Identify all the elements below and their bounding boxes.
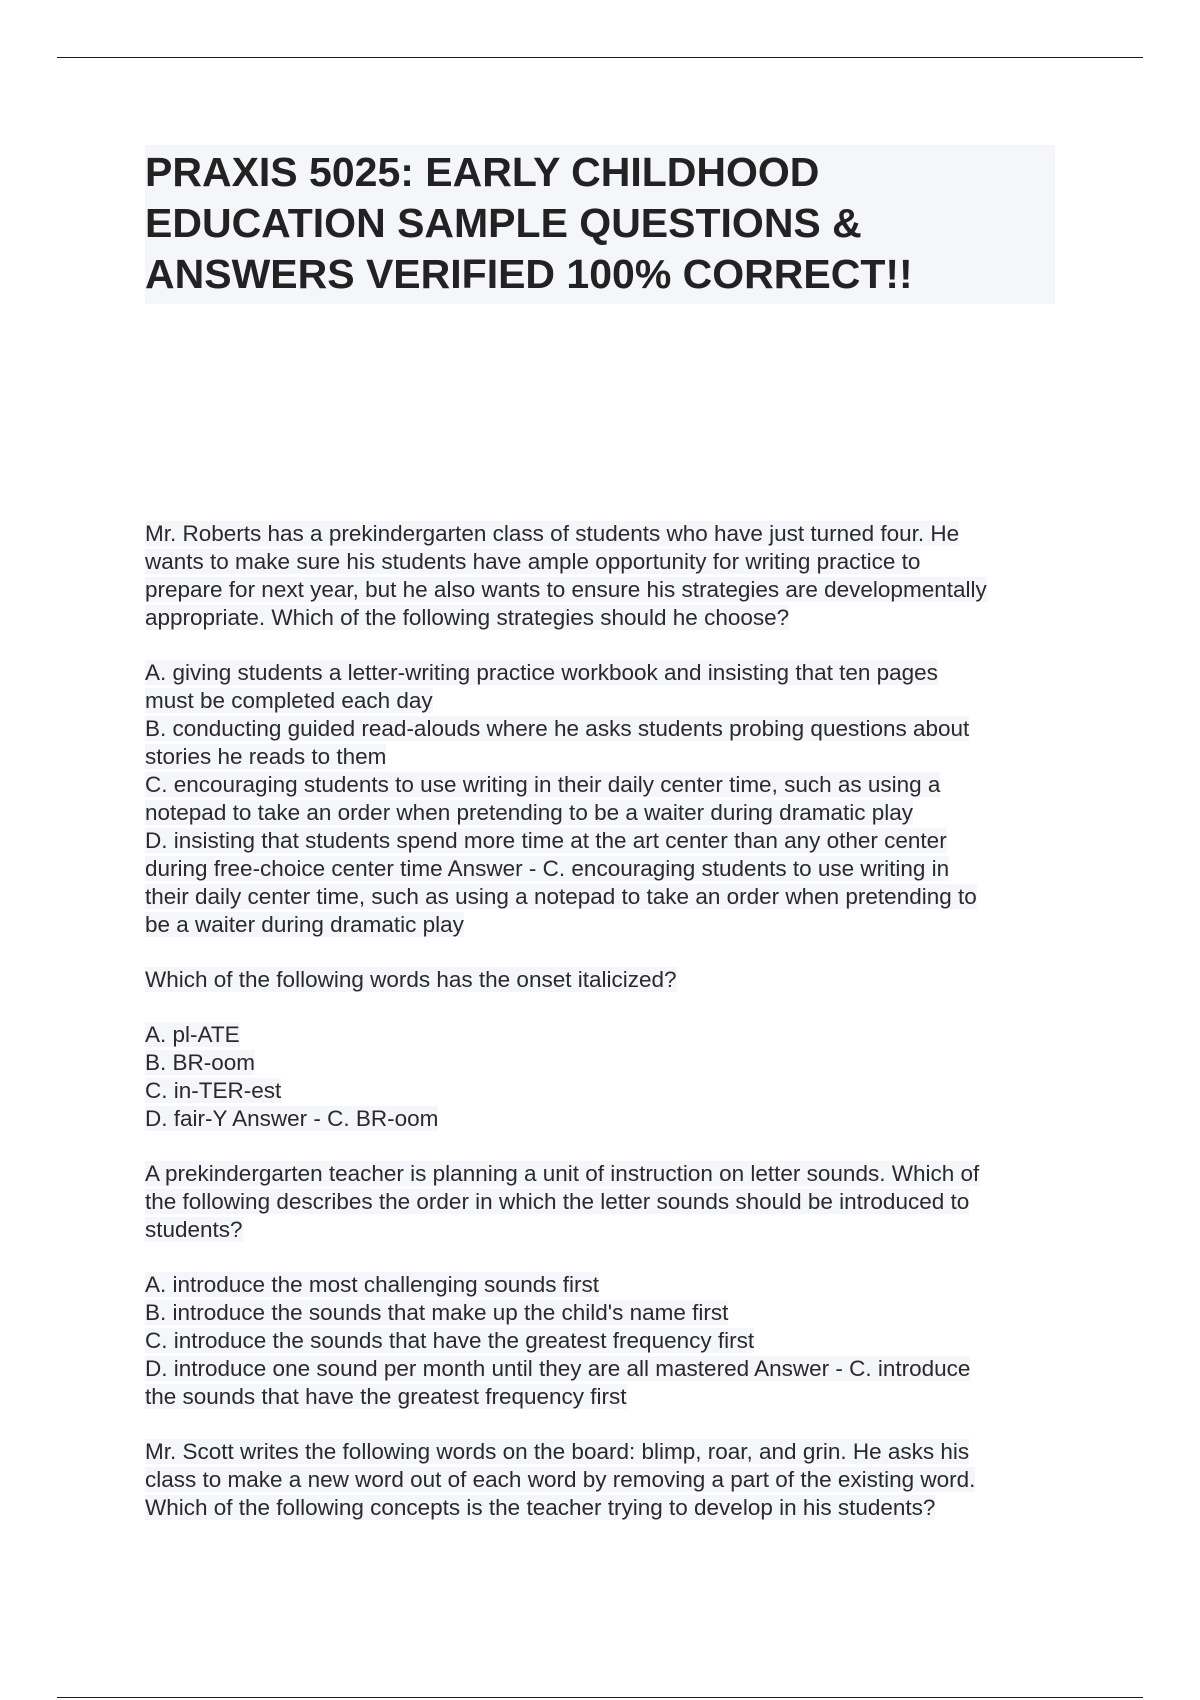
text-line: their daily center time, such as using a notepad to take an order when pretending to — [145, 884, 977, 909]
text-line: A prekindergarten teacher is planning a unit of instruction on letter sounds. Which of — [145, 1161, 980, 1186]
text-line: Which of the following words has the onset italicized? — [145, 967, 677, 992]
title-line: PRAXIS 5025: EARLY CHILDHOOD — [145, 149, 820, 195]
text-line: C. introduce the sounds that have the greatest frequency first — [145, 1328, 755, 1353]
options-paragraph — [145, 1271, 1065, 1411]
text-line: C. in-TER-est — [145, 1078, 282, 1103]
text-line: prepare for next year, but he also wants to ensure his strategies are developmentally — [145, 577, 987, 602]
text-line: Which of the following concepts is the teacher trying to develop in his students? — [145, 1495, 936, 1520]
text-line: D. introduce one sound per month until they are all mastered Answer - C. introduce — [145, 1356, 971, 1381]
text-line: wants to make sure his students have ample opportunity for writing practice to — [145, 549, 921, 574]
title-line: ANSWERS VERIFIED 100% CORRECT!! — [145, 251, 913, 297]
text-line: B. BR-oom — [145, 1050, 256, 1075]
text-line: D. insisting that students spend more time at the art center than any other center — [145, 828, 947, 853]
question-paragraph — [145, 966, 1065, 994]
top-rule — [57, 57, 1143, 58]
document-title — [145, 145, 1055, 304]
text-line: must be completed each day — [145, 688, 433, 713]
question-paragraph — [145, 1160, 1065, 1244]
text-line: class to make a new word out of each word by removing a part of the existing word. — [145, 1467, 976, 1492]
text-line: appropriate. Which of the following strategies should he choose? — [145, 605, 790, 630]
text-line: the following describes the order in which the letter sounds should be introduced to — [145, 1189, 970, 1214]
text-line: stories he reads to them — [145, 744, 387, 769]
options-paragraph — [145, 659, 1065, 939]
text-line: students? — [145, 1217, 243, 1242]
text-line: Mr. Roberts has a prekindergarten class of students who have just turned four. He — [145, 521, 960, 546]
title-line: EDUCATION SAMPLE QUESTIONS & — [145, 200, 862, 246]
text-line: B. introduce the sounds that make up the child's name first — [145, 1300, 729, 1325]
text-line: notepad to take an order when pretending to be a waiter during dramatic play — [145, 800, 913, 825]
question-paragraph — [145, 1438, 1065, 1522]
text-line: during free-choice center time Answer - C. encouraging students to use writing in — [145, 856, 950, 881]
text-line: A. pl-ATE — [145, 1022, 240, 1047]
text-line: be a waiter during dramatic play — [145, 912, 464, 937]
text-line: Mr. Scott writes the following words on the board: blimp, roar, and grin. He asks his — [145, 1439, 970, 1464]
document-body — [145, 520, 1065, 1549]
text-line: D. fair-Y Answer - C. BR-oom — [145, 1106, 439, 1131]
text-line: A. giving students a letter-writing practice workbook and insisting that ten pages — [145, 660, 938, 685]
question-paragraph — [145, 520, 1065, 632]
options-paragraph — [145, 1021, 1065, 1133]
text-line: B. conducting guided read-alouds where he asks students probing questions about — [145, 716, 970, 741]
bottom-rule — [57, 1697, 1143, 1698]
text-line: the sounds that have the greatest frequency first — [145, 1384, 627, 1409]
text-line: C. encouraging students to use writing in their daily center time, such as using a — [145, 772, 941, 797]
text-line: A. introduce the most challenging sounds first — [145, 1272, 599, 1297]
